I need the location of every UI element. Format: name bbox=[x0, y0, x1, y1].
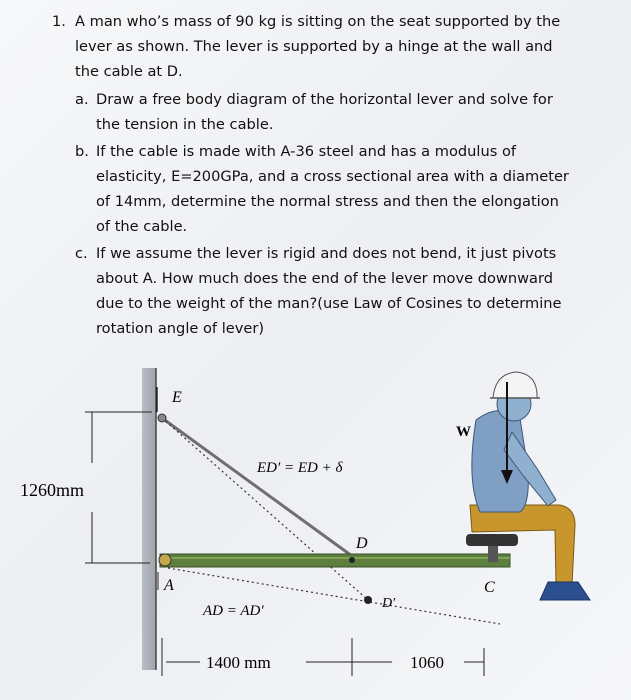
label-d-prime: D′ bbox=[382, 596, 396, 611]
label-d: D bbox=[356, 535, 368, 552]
dim-height-label: 1260mm bbox=[20, 480, 85, 500]
label-a: A bbox=[164, 577, 174, 594]
hinge-e bbox=[158, 414, 166, 422]
dim-dc-label: 1060 bbox=[410, 653, 444, 672]
equation-cable: ED′ = ED + δ bbox=[257, 460, 343, 476]
lever-arm bbox=[160, 554, 510, 567]
part-b-label: b. bbox=[75, 143, 89, 160]
intro-line-3: the cable at D. bbox=[75, 63, 183, 80]
seat-cushion bbox=[466, 534, 518, 546]
part-c-line-4: rotation angle of lever) bbox=[96, 320, 265, 337]
lever-diagram bbox=[0, 355, 631, 700]
intro-line-2: lever as shown. The lever is supported by a hinge at the wall and bbox=[75, 38, 553, 55]
label-c: C bbox=[484, 579, 495, 596]
point-d bbox=[349, 557, 355, 563]
part-a-label: a. bbox=[75, 91, 89, 108]
seat-post bbox=[488, 546, 498, 562]
part-b-line-3: of 14mm, determine the normal stress and then the elongation bbox=[96, 193, 559, 210]
part-b-line-1: If the cable is made with A-36 steel and has a modulus of bbox=[96, 143, 517, 160]
point-d-prime bbox=[364, 596, 372, 604]
part-b-line-2: elasticity, E=200GPa, and a cross sectional area with a diameter bbox=[96, 168, 569, 185]
part-a-line-1: Draw a free body diagram of the horizontal lever and solve for bbox=[96, 91, 553, 108]
equation-ad: AD = AD′ bbox=[203, 603, 264, 619]
part-b-line-4: of the cable. bbox=[96, 218, 188, 235]
part-a-line-2: the tension in the cable. bbox=[96, 116, 274, 133]
label-e: E bbox=[172, 389, 182, 406]
part-c-line-3: due to the weight of the man?(use Law of Cosines to determine bbox=[96, 295, 562, 312]
part-c-line-2: about A. How much does the end of the lever move downward bbox=[96, 270, 553, 287]
label-w: W bbox=[456, 424, 471, 440]
dim-ad-label: 1400 mm bbox=[206, 653, 271, 672]
hinge-a bbox=[159, 554, 171, 566]
part-c-line-1: If we assume the lever is rigid and does not bend, it just pivots bbox=[96, 245, 557, 262]
cable-ed bbox=[162, 418, 352, 556]
problem-number: 1. bbox=[52, 13, 66, 30]
intro-line-1: A man who’s mass of 90 kg is sitting on the seat supported by the bbox=[75, 13, 561, 30]
part-c-label: c. bbox=[75, 245, 88, 262]
wall bbox=[142, 368, 156, 670]
